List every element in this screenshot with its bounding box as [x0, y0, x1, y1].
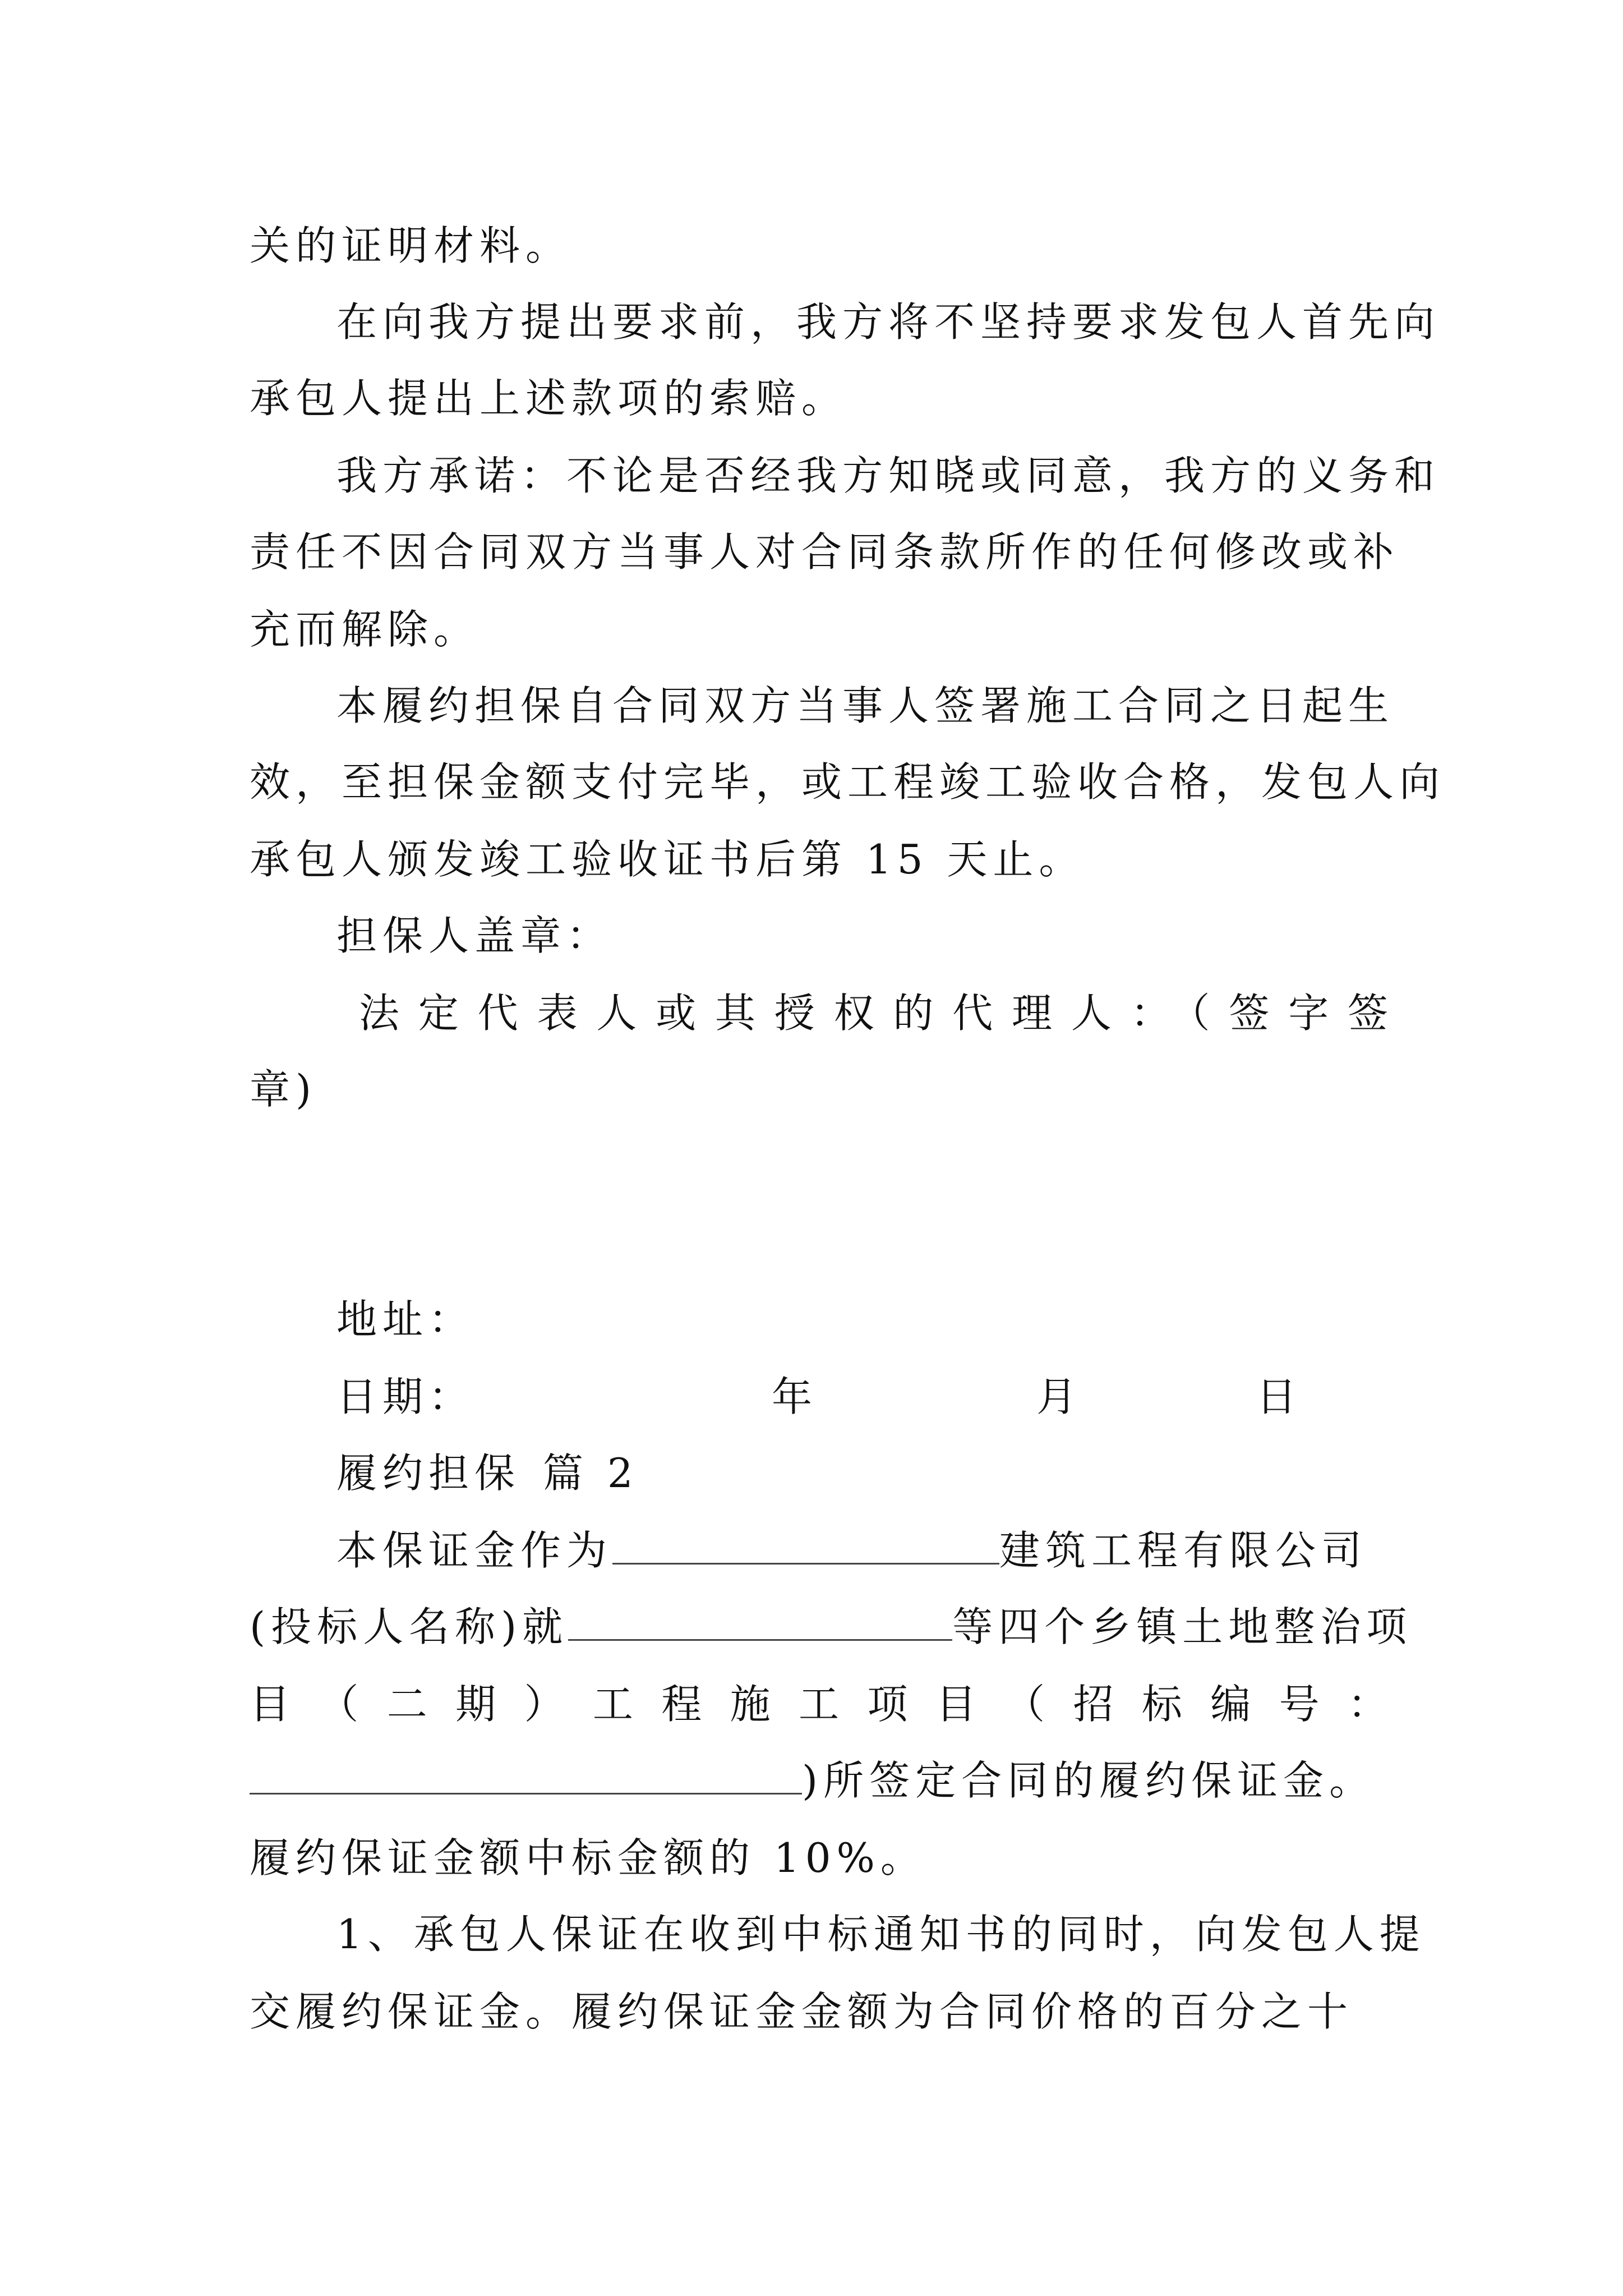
contract-text: )所签定合同的履约保证金。: [802, 1757, 1376, 1804]
clause-1-line-1: 1、承包人保证在收到中标通知书的同时，向发包人提: [336, 1911, 1426, 1958]
clause-1-line-2: 交履约保证金。履约保证金金额为合同价格的百分之十: [250, 1988, 1354, 2035]
deposit-line-4: [250, 1747, 1388, 1814]
text-line: 我方承诺：不论是否经我方知晓或同意，我方的义务和: [336, 452, 1441, 499]
text-line: 关的证明材料。: [250, 222, 572, 269]
text-line: 充而解除。: [250, 606, 480, 653]
fill-blank: [568, 1600, 952, 1641]
text-line: 担保人盖章：: [336, 912, 613, 959]
date-year: 年: [772, 1373, 818, 1420]
text-line: 法定代表人或其授权的代理人：（签字签: [359, 990, 1388, 1037]
deposit-line-5: 履约保证金额中标金额的 10%。: [250, 1834, 926, 1881]
date-line: [336, 1363, 1388, 1430]
date-month: 月: [1036, 1373, 1083, 1420]
text-line: 效，至担保金额支付完毕，或工程竣工验收合格，发包人向: [250, 758, 1446, 806]
deposit-line-3: 目（二期）工程施工项目（招标编号：: [250, 1681, 1388, 1728]
address-label: 地址：: [336, 1296, 475, 1343]
section-title-text: 履约担保: [336, 1450, 521, 1497]
deposit-line-1: [336, 1517, 1388, 1584]
text-line: 在向我方提出要求前，我方将不坚持要求发包人首先向: [336, 298, 1441, 346]
text-line: 责任不因合同双方当事人对合同条款所作的任何修改或补: [250, 528, 1400, 576]
project-text: 等四个乡镇土地整治项: [952, 1603, 1413, 1650]
bidder-name-label: (投标人名称)就: [250, 1603, 569, 1650]
deposit-suffix: 建筑工程有限公司: [999, 1527, 1368, 1574]
text-line: 承包人提出上述款项的索赔。: [250, 375, 848, 422]
date-day: 日: [1256, 1373, 1303, 1420]
deposit-line-2: [250, 1593, 1413, 1660]
fill-blank: [612, 1524, 999, 1565]
deposit-prefix: 本保证金作为: [336, 1527, 613, 1574]
text-line: 承包人颁发竣工验收证书后第 15 天止。: [250, 836, 1085, 883]
text-line: 章): [250, 1066, 317, 1113]
text-line: 本履约担保自合同双方当事人签署施工合同之日起生: [336, 682, 1395, 729]
date-label: 日期：: [336, 1373, 475, 1420]
fill-blank: [250, 1754, 802, 1795]
section-title: [336, 1439, 1388, 1507]
section-title-part: 篇 2: [543, 1450, 639, 1497]
